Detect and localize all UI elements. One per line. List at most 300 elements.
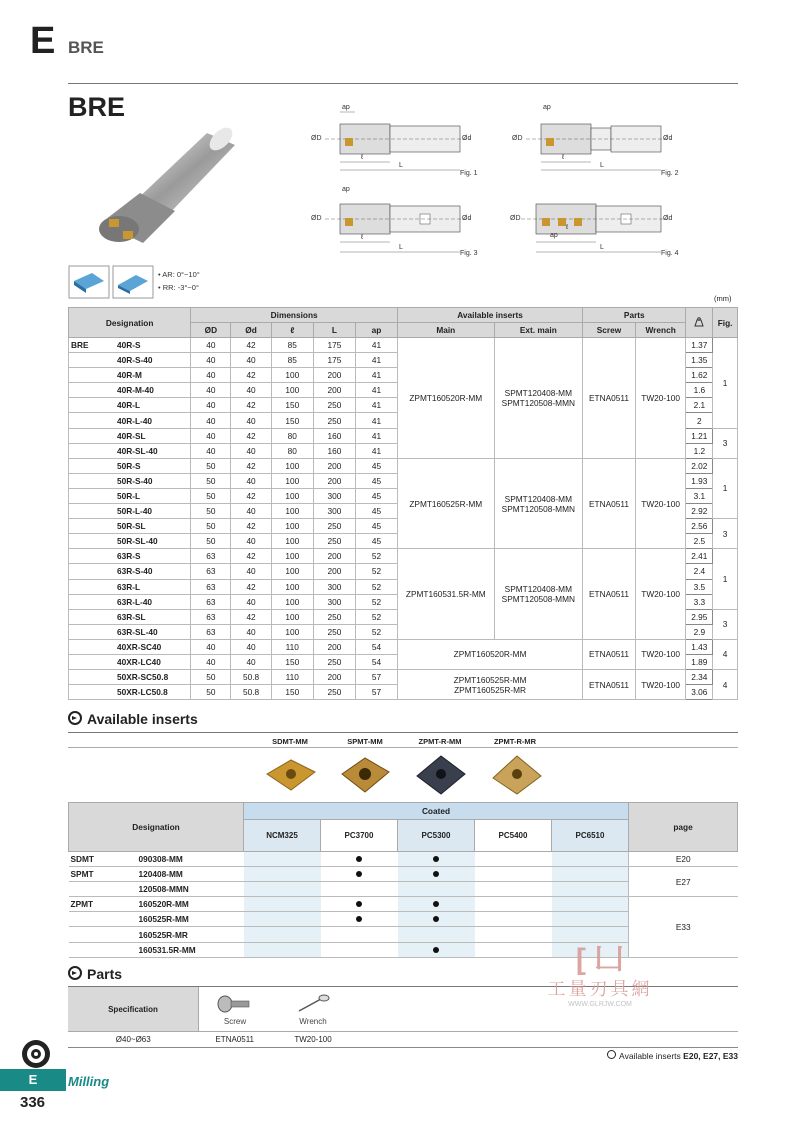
grade-cell — [475, 912, 552, 927]
wrench-label: Wrench — [299, 1016, 327, 1026]
availability-dot — [433, 901, 439, 907]
section-title: Parts — [87, 966, 123, 982]
dim-d-cell: 42 — [231, 609, 271, 624]
rake-angles — [158, 268, 200, 294]
dim-ap-cell: 41 — [356, 353, 398, 368]
figure-caption: Fig. 1 — [460, 170, 478, 177]
dim-l-cell: 100 — [271, 458, 313, 473]
dim-D-cell: 50 — [191, 670, 231, 685]
availability-dot — [433, 871, 439, 877]
availability-dot — [433, 947, 439, 953]
spmt-insert — [342, 758, 389, 792]
dim-L-cell: 200 — [313, 639, 355, 654]
grade-cell — [321, 882, 398, 897]
dim-ap-cell: 52 — [356, 579, 398, 594]
grade-cell — [475, 852, 552, 867]
dim-d-cell: 42 — [231, 488, 271, 503]
dim-D-cell: 40 — [191, 654, 231, 669]
grade-table — [68, 802, 738, 958]
weight-cell: 1.43 — [686, 639, 713, 654]
figure-caption: Fig. 3 — [460, 250, 478, 257]
dim-D-cell: 40 — [191, 383, 231, 398]
dim-ap-cell: 52 — [356, 564, 398, 579]
fig-L-label: L — [600, 244, 604, 251]
availability-dot — [433, 916, 439, 922]
weight-cell: 2.5 — [686, 534, 713, 549]
insert-cell: 120508-MMN — [135, 882, 244, 897]
screw-cell: ETNA0511 — [583, 670, 636, 700]
fig-L-label: L — [600, 162, 604, 169]
dim-l-cell: 100 — [271, 579, 313, 594]
dim-l-cell: 150 — [271, 654, 313, 669]
weight-cell: 2.95 — [686, 609, 713, 624]
dim-ap-cell: 41 — [356, 383, 398, 398]
header-divider — [68, 83, 738, 84]
grade-cell — [475, 927, 552, 942]
watermark-text: 工量刃具網 — [547, 979, 653, 999]
fig-cell: 4 — [713, 639, 738, 669]
dim-ap-cell: 54 — [356, 639, 398, 654]
designation-cell: 50R-L-40 — [69, 504, 191, 519]
grade-cell — [321, 942, 398, 957]
fig-D-label: ØD — [311, 135, 322, 142]
fig-l-label: ℓ — [361, 234, 364, 241]
fig-cell: 3 — [713, 519, 738, 549]
fig-d-label: Ød — [663, 135, 673, 142]
dim-d-cell: 40 — [231, 624, 271, 639]
grade-cell — [552, 927, 629, 942]
weight-cell: 2.9 — [686, 624, 713, 639]
table-row — [69, 458, 738, 473]
insert-label: SDMT-MM — [272, 737, 308, 746]
dim-l-cell: 100 — [271, 473, 313, 488]
designation-cell: 63R-S — [69, 549, 191, 564]
dim-L-cell: 300 — [313, 594, 355, 609]
dim-D-cell: 63 — [191, 609, 231, 624]
screw-cell: ETNA0511 — [583, 338, 636, 459]
fig-cell: 1 — [713, 458, 738, 518]
dim-l-cell: 100 — [271, 488, 313, 503]
parts-wrench: TW20-100 — [271, 1032, 355, 1048]
family-cell: SPMT — [69, 867, 135, 882]
unit-label: (mm) — [714, 294, 732, 303]
col-screw: Screw — [583, 323, 636, 338]
ext-insert: SPMT120508-MMN — [501, 397, 575, 408]
fig-d-label: Ød — [462, 215, 472, 222]
col-dimensions: Dimensions — [191, 308, 398, 323]
dim-ap-cell: 52 — [356, 594, 398, 609]
dim-L-cell: 200 — [313, 473, 355, 488]
designation-cell: 40R-M — [69, 368, 191, 383]
col-inserts: Available inserts — [398, 308, 583, 323]
weight-cell: 3.06 — [686, 685, 713, 700]
screw-cell: ETNA0511 — [583, 458, 636, 549]
dim-l-cell: 80 — [271, 443, 313, 458]
grade-cell — [244, 927, 321, 942]
dim-ap-cell: 57 — [356, 670, 398, 685]
page-ref-cell: E20 — [629, 852, 738, 867]
designation-cell: 63R-S-40 — [69, 564, 191, 579]
grade-cell — [321, 897, 398, 912]
ext-insert-cell — [494, 458, 583, 549]
arrow-circle-icon — [607, 1050, 616, 1059]
dim-d-cell: 42 — [231, 519, 271, 534]
weight-cell: 1.6 — [686, 383, 713, 398]
grade-cell — [475, 897, 552, 912]
watermark-url: WWW.GLRJW.COM — [568, 1001, 632, 1008]
grade-cell — [398, 912, 475, 927]
section-letter: E — [30, 20, 56, 62]
ext-insert: SPMT120408-MM — [504, 493, 572, 504]
weight-icon — [692, 317, 706, 327]
arrow-circle-icon — [68, 966, 82, 980]
dim-l-cell: 150 — [271, 685, 313, 700]
ext-insert: SPMT120408-MM — [504, 387, 572, 398]
col-designation: Designation — [69, 803, 244, 852]
dim-D-cell: 50 — [191, 685, 231, 700]
table-row — [69, 549, 738, 564]
wrench-cell: TW20-100 — [635, 338, 686, 459]
fig-D-label: ØD — [512, 135, 523, 142]
figure-2 — [506, 104, 686, 177]
dim-D-cell: 50 — [191, 534, 231, 549]
designation-cell: 50R-S — [69, 458, 191, 473]
dim-L-cell: 250 — [313, 519, 355, 534]
insert-cell: 160525R-MM — [135, 912, 244, 927]
dim-d-cell: 42 — [231, 428, 271, 443]
dim-l-cell: 85 — [271, 338, 313, 353]
availability-dot — [433, 856, 439, 862]
dim-d-cell: 50.8 — [231, 670, 271, 685]
col-fig: Fig. — [713, 308, 738, 338]
insert-images — [255, 752, 555, 798]
dim-d-cell: 42 — [231, 398, 271, 413]
dim-d-cell: 40 — [231, 594, 271, 609]
page-number: 336 — [20, 1094, 46, 1111]
dim-ap-cell: 52 — [356, 609, 398, 624]
fig-d-label: Ød — [663, 215, 673, 222]
fig-cell: 1 — [713, 549, 738, 609]
weight-cell: 2.56 — [686, 519, 713, 534]
grade-pc5300: PC5300 — [398, 820, 475, 852]
fig-cell: 1 — [713, 338, 738, 429]
availability-dot — [356, 916, 362, 922]
grade-cell — [398, 897, 475, 912]
insert-cell: 160531.5R-MM — [135, 942, 244, 957]
insert-cell: 160520R-MM — [135, 897, 244, 912]
availability-dot — [356, 856, 362, 862]
wrench-icon — [295, 993, 331, 1015]
designation-cell: 40R-S-40 — [69, 353, 191, 368]
grade-cell — [244, 882, 321, 897]
radial-rake: • RR: -3°~0° — [158, 283, 199, 292]
dim-D-cell: 40 — [191, 443, 231, 458]
fig-L-label: L — [399, 244, 403, 251]
designation-cell: 40R-SL — [69, 428, 191, 443]
col-parts: Parts — [583, 308, 686, 323]
insert-label: ZPMT-R-MM — [418, 737, 462, 746]
ext-insert-cell — [494, 549, 583, 640]
dim-L-cell: 250 — [313, 413, 355, 428]
dim-L-cell: 300 — [313, 579, 355, 594]
figure-4 — [506, 186, 686, 256]
dim-ap-cell: 45 — [356, 473, 398, 488]
grade-cell — [552, 852, 629, 867]
dim-ap-cell: 41 — [356, 398, 398, 413]
figure-caption: Fig. 2 — [661, 170, 679, 177]
rake-angle-icons — [68, 265, 154, 299]
dim-L-cell: 200 — [313, 368, 355, 383]
dim-ap-cell: 41 — [356, 338, 398, 353]
wrench-cell: TW20-100 — [635, 670, 686, 700]
arrow-circle-icon — [68, 711, 82, 725]
ext-insert: SPMT120508-MMN — [501, 594, 575, 605]
grade-cell — [244, 897, 321, 912]
section-title: Available inserts — [87, 711, 198, 727]
family-cell — [69, 912, 135, 927]
grade-cell — [398, 867, 475, 882]
dim-ap-cell: 41 — [356, 413, 398, 428]
parts-spec-label: Specification — [68, 987, 199, 1032]
dim-L-cell: 250 — [313, 609, 355, 624]
fig-l-label: ℓ — [562, 154, 565, 161]
dim-D-cell: 40 — [191, 413, 231, 428]
designation-cell: 50XR-SC50.8 — [69, 670, 191, 685]
grade-cell — [475, 882, 552, 897]
designation-cell: 50R-SL — [69, 519, 191, 534]
section-tab: E — [0, 1069, 66, 1091]
table-row — [69, 852, 738, 867]
designation-cell — [69, 338, 191, 353]
designation-cell: 63R-SL-40 — [69, 624, 191, 639]
dim-l-cell: 150 — [271, 398, 313, 413]
weight-cell: 1.93 — [686, 473, 713, 488]
dim-d-cell: 42 — [231, 579, 271, 594]
designation-cell: 40XR-LC40 — [69, 654, 191, 669]
designation-cell: 50XR-LC50.8 — [69, 685, 191, 700]
watermark — [530, 945, 670, 1008]
available-inserts-heading — [68, 710, 198, 727]
dim-d-cell: 40 — [231, 534, 271, 549]
dim-ap-cell: 41 — [356, 428, 398, 443]
dim-l-cell: 100 — [271, 594, 313, 609]
dim-l-cell: 100 — [271, 609, 313, 624]
grade-cell — [398, 942, 475, 957]
main-insert: ZPMT160525R-MM — [453, 674, 527, 685]
dim-d-cell: 40 — [231, 413, 271, 428]
grade-pc3700: PC3700 — [321, 820, 398, 852]
weight-cell: 3.3 — [686, 594, 713, 609]
dim-D-cell: 63 — [191, 579, 231, 594]
fig-D-label: ØD — [311, 215, 322, 222]
dim-l-cell: 100 — [271, 368, 313, 383]
dim-ap-cell: 45 — [356, 534, 398, 549]
insert-label: SPMT-MM — [347, 737, 383, 746]
parts-screw: ETNA0511 — [199, 1032, 272, 1048]
col-wrench: Wrench — [635, 323, 686, 338]
weight-cell: 2.34 — [686, 670, 713, 685]
dim-D-cell: 40 — [191, 639, 231, 654]
weight-cell: 1.35 — [686, 353, 713, 368]
table-row — [69, 670, 738, 685]
availability-dot — [356, 901, 362, 907]
dim-l-cell: 100 — [271, 534, 313, 549]
figure-caption: Fig. 4 — [661, 250, 679, 257]
parts-range: Ø40~Ø63 — [68, 1032, 199, 1048]
wrench-cell: TW20-100 — [635, 458, 686, 549]
dim-L-cell: 200 — [313, 670, 355, 685]
fig-D-label: ØD — [510, 215, 521, 222]
fig-cell: 3 — [713, 428, 738, 458]
designation-cell: 50R-L — [69, 488, 191, 503]
grade-cell — [244, 942, 321, 957]
screw-cell: ETNA0511 — [583, 639, 636, 669]
ext-insert: SPMT120508-MMN — [501, 503, 575, 514]
dim-d-cell: 50.8 — [231, 685, 271, 700]
dim-l-cell: 110 — [271, 670, 313, 685]
designation-cell: 40XR-SC40 — [69, 639, 191, 654]
dim-L-cell: 300 — [313, 488, 355, 503]
dim-ap-cell: 54 — [356, 654, 398, 669]
fig-l-label: ℓ — [361, 154, 364, 161]
weight-cell: 2.4 — [686, 564, 713, 579]
weight-cell: 1.62 — [686, 368, 713, 383]
dim-L-cell: 175 — [313, 338, 355, 353]
grade-ncm325: NCM325 — [244, 820, 321, 852]
grade-cell — [398, 882, 475, 897]
dim-L-cell: 250 — [313, 534, 355, 549]
weight-cell: 2.41 — [686, 549, 713, 564]
section-tab-text: Milling — [68, 1074, 110, 1089]
dim-L-cell: 200 — [313, 383, 355, 398]
family-cell — [69, 882, 135, 897]
weight-cell: 1.2 — [686, 443, 713, 458]
table-row — [69, 639, 738, 654]
main-insert-cell — [398, 670, 583, 700]
footer-ref-pages: E20, E27, E33 — [683, 1051, 738, 1061]
grade-pc6510: PC6510 — [552, 820, 629, 852]
weight-cell: 2 — [686, 413, 713, 428]
dim-D-cell: 40 — [191, 398, 231, 413]
dim-D-cell: 50 — [191, 458, 231, 473]
dim-d-cell: 40 — [231, 473, 271, 488]
dim-l-cell: 100 — [271, 383, 313, 398]
fig-L-label: L — [399, 162, 403, 169]
insert-cell: 090308-MM — [135, 852, 244, 867]
dim-l-cell: 100 — [271, 519, 313, 534]
fig-cell: 4 — [713, 670, 738, 700]
grade-cell — [552, 912, 629, 927]
wrench-cell: TW20-100 — [635, 639, 686, 669]
grade-cell — [321, 927, 398, 942]
weight-cell: 2.92 — [686, 504, 713, 519]
dim-l-cell: 100 — [271, 504, 313, 519]
screw-cell: ETNA0511 — [583, 549, 636, 640]
footer-ref-label: Available inserts — [619, 1051, 681, 1061]
col-ext: Ext. main — [494, 323, 583, 338]
footer-reference — [607, 1050, 738, 1061]
col-d: Ød — [231, 323, 271, 338]
designation-cell: 63R-L — [69, 579, 191, 594]
family-cell: ZPMT — [69, 897, 135, 912]
weight-cell: 1.37 — [686, 338, 713, 353]
dim-l-cell: 100 — [271, 549, 313, 564]
designation-cell: 40R-SL-40 — [69, 443, 191, 458]
col-coated: Coated — [244, 803, 629, 820]
dim-D-cell: 50 — [191, 519, 231, 534]
dim-D-cell: 63 — [191, 549, 231, 564]
dim-L-cell: 200 — [313, 549, 355, 564]
designation-value: 40R-S — [117, 340, 141, 351]
screw-cell — [199, 987, 272, 1032]
ext-insert-cell — [494, 338, 583, 459]
designation-cell: 50R-S-40 — [69, 473, 191, 488]
dim-d-cell: 40 — [231, 564, 271, 579]
page-title: BRE — [68, 92, 126, 122]
fig-ap-label: ap — [550, 232, 558, 239]
dim-L-cell: 175 — [313, 353, 355, 368]
col-main: Main — [398, 323, 495, 338]
figure-1 — [305, 104, 485, 177]
sdmt-insert — [267, 760, 315, 790]
dim-L-cell: 250 — [313, 654, 355, 669]
insert-cell: 160525R-MR — [135, 927, 244, 942]
dim-D-cell: 63 — [191, 594, 231, 609]
weight-cell: 3.1 — [686, 488, 713, 503]
weight-cell: 2.1 — [686, 398, 713, 413]
grade-cell — [398, 852, 475, 867]
dim-D-cell: 40 — [191, 353, 231, 368]
insert-cell: 120408-MM — [135, 867, 244, 882]
dim-d-cell: 40 — [231, 654, 271, 669]
dim-l-cell: 100 — [271, 564, 313, 579]
dim-ap-cell: 45 — [356, 504, 398, 519]
zpmt-mr-insert — [493, 756, 541, 794]
dim-ap-cell: 57 — [356, 685, 398, 700]
dim-d-cell: 42 — [231, 368, 271, 383]
page-ref-cell: E27 — [629, 867, 738, 897]
ext-insert: SPMT120408-MM — [504, 584, 572, 595]
dim-l-cell: 150 — [271, 413, 313, 428]
col-ap: ap — [356, 323, 398, 338]
table-row — [69, 338, 738, 353]
product-image — [95, 123, 245, 248]
col-weight — [686, 308, 713, 338]
dim-L-cell: 250 — [313, 398, 355, 413]
dim-L-cell: 160 — [313, 428, 355, 443]
col-L: L — [313, 323, 355, 338]
dim-D-cell: 63 — [191, 564, 231, 579]
grade-cell — [475, 867, 552, 882]
grade-cell — [552, 867, 629, 882]
dim-L-cell: 300 — [313, 504, 355, 519]
family-cell — [69, 927, 135, 942]
dim-d-cell: 42 — [231, 338, 271, 353]
designation-cell: 40R-M-40 — [69, 383, 191, 398]
page-ref-cell: E33 — [629, 897, 738, 957]
dim-l-cell: 80 — [271, 428, 313, 443]
main-insert: ZPMT160525R-MR — [454, 684, 527, 695]
main-insert-cell: ZPMT160525R-MM — [398, 458, 495, 549]
grade-cell — [552, 882, 629, 897]
designation-cell: 63R-SL — [69, 609, 191, 624]
grade-cell — [321, 852, 398, 867]
dim-D-cell: 50 — [191, 488, 231, 503]
dim-ap-cell: 45 — [356, 519, 398, 534]
divider — [68, 747, 738, 748]
dim-l-cell: 100 — [271, 624, 313, 639]
main-insert-cell: ZPMT160531.5R-MM — [398, 549, 495, 640]
